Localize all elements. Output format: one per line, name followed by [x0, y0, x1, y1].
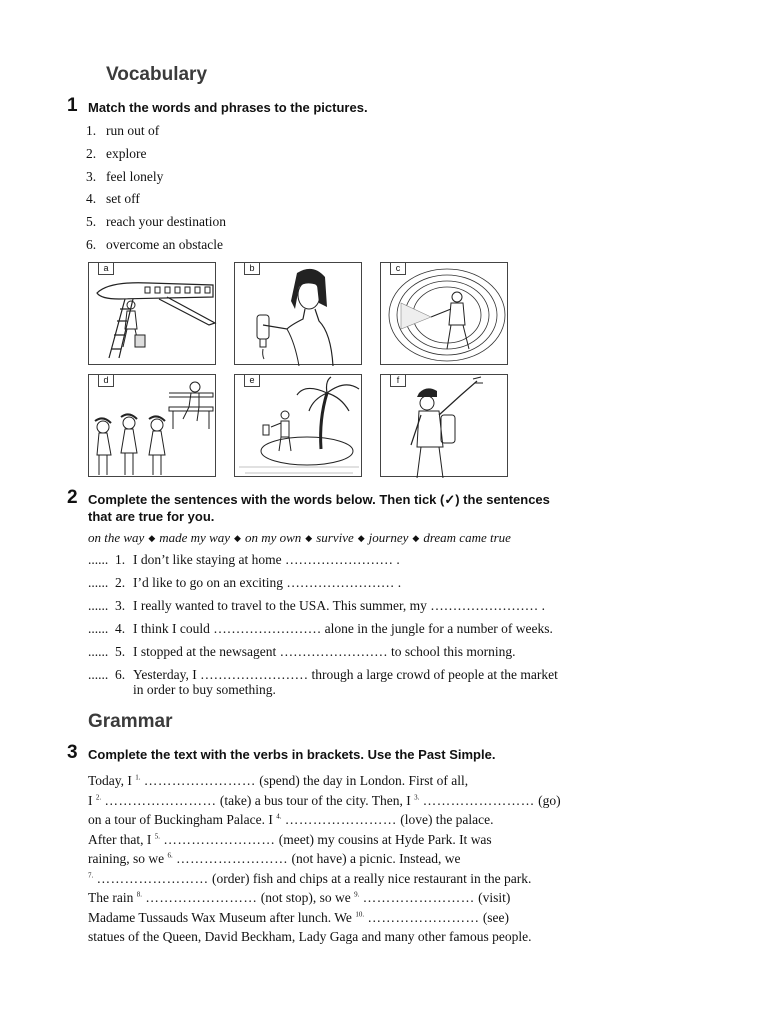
picture-label: b [244, 263, 260, 275]
sentence-text: I think I could …………………… alone in the jungle for a number of weeks. [133, 621, 553, 636]
gap-number: 8. [136, 890, 142, 899]
item-text: run out of [106, 123, 160, 138]
section-heading-vocabulary: Vocabulary [106, 64, 208, 85]
gap-blank[interactable]: …………………… [176, 851, 289, 866]
list-item [86, 213, 226, 231]
sentence-text: I don’t like staying at home …………………… . [133, 552, 400, 567]
section-heading-grammar: Grammar [88, 711, 173, 732]
word-bank-item: on my own [244, 530, 302, 545]
gap-blank[interactable]: …………………… [422, 793, 535, 808]
sentence-number: 3. [115, 598, 126, 613]
item-text: explore [106, 146, 147, 161]
tick-box[interactable]: ...... [88, 644, 109, 659]
picture-label: f [390, 375, 406, 387]
word-bank-item: dream came true [423, 530, 511, 545]
item-text: set off [106, 191, 140, 206]
instruction-line: Complete the sentences with the words below. Then tick (✓) the sentences [88, 492, 550, 507]
sentence-text: Yesterday, I …………………… through a large crowd of people at the market [133, 667, 558, 682]
sentence-text: I’d like to go on an exciting …………………… . [133, 575, 402, 590]
text-line: on a tour of Buckingham Palace. I $^{4.}$ …………………… (love) the palace. [88, 812, 494, 827]
gap-number: 9. [354, 890, 360, 899]
list-item [86, 168, 164, 186]
gap-number: 7. [88, 871, 94, 880]
word-bank-item: survive [316, 530, 354, 545]
gap-blank[interactable]: …………………… [145, 890, 258, 905]
list-item [86, 145, 147, 163]
item-number: 6. [86, 237, 97, 252]
diamond-icon: ◆ [357, 533, 365, 543]
sentence-text: I really wanted to travel to the USA. This summer, my …………………… . [133, 598, 546, 613]
gap-number: 2. [95, 793, 102, 802]
item-number: 2. [86, 146, 97, 161]
gap-blank[interactable]: …………………… [163, 832, 276, 847]
exercise-3-number: 3 [67, 742, 78, 763]
item-text: overcome an obstacle [106, 237, 223, 252]
hiker-waving-picture [380, 374, 508, 477]
exercise-2-number: 2 [67, 487, 78, 508]
list-item [86, 236, 223, 254]
list-item [86, 190, 140, 208]
lonely-girl-bench-picture [88, 374, 216, 477]
woman-empty-bottle-picture [234, 262, 362, 365]
gap-number: 6. [167, 851, 173, 860]
word-bank-item: on the way [88, 530, 145, 545]
text-line: Madame Tussauds Wax Museum after lunch. We $^{10.}$ …………………… (see) [88, 910, 510, 925]
gap-blank[interactable]: …………………… [104, 793, 217, 808]
text-line: raining, so we $^{6.}$ …………………… (not have) a picnic. Instead, we [88, 851, 461, 866]
gap-number: 10. [355, 910, 365, 919]
castaway-island-picture [234, 374, 362, 477]
explorer-cave-picture [380, 262, 508, 365]
instruction-line: that are true for you. [88, 509, 215, 524]
gap-number: 4. [276, 812, 282, 821]
sentence-number: 5. [115, 644, 126, 659]
exercise-2-instruction [88, 491, 550, 525]
item-text: reach your destination [106, 214, 226, 229]
word-bank-item: made my way [159, 530, 231, 545]
picture-label: d [98, 375, 114, 387]
text-line: After that, I $^{5.}$ …………………… (meet) my cousins at Hyde Park. It was [88, 832, 492, 847]
list-item [86, 122, 160, 140]
tick-box[interactable]: ...... [88, 575, 109, 590]
exercise-1-instruction: Match the words and phrases to the pictures. [88, 100, 368, 115]
picture-label: e [244, 375, 260, 387]
gap-blank[interactable]: …………………… [143, 773, 256, 788]
sentence-number: 4. [115, 621, 126, 636]
sentence-number: 6. [115, 667, 126, 682]
gap-blank[interactable]: …………………… [367, 910, 480, 925]
exercise-3-instruction: Complete the text with the verbs in brackets. Use the Past Simple. [88, 747, 496, 762]
text-line: I $^{2.}$ …………………… (take) a bus tour of the city. Then, I $^{3.}$ …………………… (go) [88, 793, 561, 808]
picture-label: a [98, 263, 114, 275]
text-line: $^{7.}$ …………………… (order) fish and chips at a really nice restaurant in the park. [88, 871, 532, 886]
diamond-icon: ◆ [234, 533, 241, 543]
sentence-text: I stopped at the newsagent …………………… to school this morning. [133, 644, 516, 659]
gap-blank[interactable]: …………………… [96, 871, 209, 886]
item-number: 5. [86, 214, 97, 229]
item-text: feel lonely [106, 169, 164, 184]
text-line: statues of the Queen, David Beckham, Lady Gaga and many other famous people. [88, 929, 532, 944]
gap-blank[interactable]: …………………… [284, 812, 397, 827]
gap-number: 3. [414, 793, 420, 802]
tick-box[interactable]: ...... [88, 552, 109, 567]
word-bank-item: journey [368, 530, 409, 545]
item-number: 1. [86, 123, 97, 138]
sentence-number: 2. [115, 575, 126, 590]
diamond-icon: ◆ [412, 533, 420, 543]
picture-label: c [390, 263, 406, 275]
gap-number: 1. [135, 773, 141, 782]
tick-box[interactable]: ...... [88, 598, 109, 613]
gap-number: 5. [154, 832, 160, 841]
item-number: 4. [86, 191, 97, 206]
text-line: The rain $^{8.}$ …………………… (not stop), so we $^{9.}$ …………………… (visit) [88, 890, 511, 905]
tick-box[interactable]: ...... [88, 667, 109, 682]
diamond-icon: ◆ [305, 533, 313, 543]
sentence-text: in order to buy something. [133, 682, 276, 697]
word-bank [88, 529, 511, 548]
item-number: 3. [86, 169, 97, 184]
tick-box[interactable]: ...... [88, 621, 109, 636]
text-line: Today, I $^{1.}$ …………………… (spend) the day in London. First of all, [88, 773, 469, 788]
diamond-icon: ◆ [148, 533, 156, 543]
exercise-1-number: 1 [67, 95, 78, 116]
airplane-boarding-picture [88, 262, 216, 365]
sentence-number: 1. [115, 552, 126, 567]
gap-blank[interactable]: …………………… [362, 890, 475, 905]
